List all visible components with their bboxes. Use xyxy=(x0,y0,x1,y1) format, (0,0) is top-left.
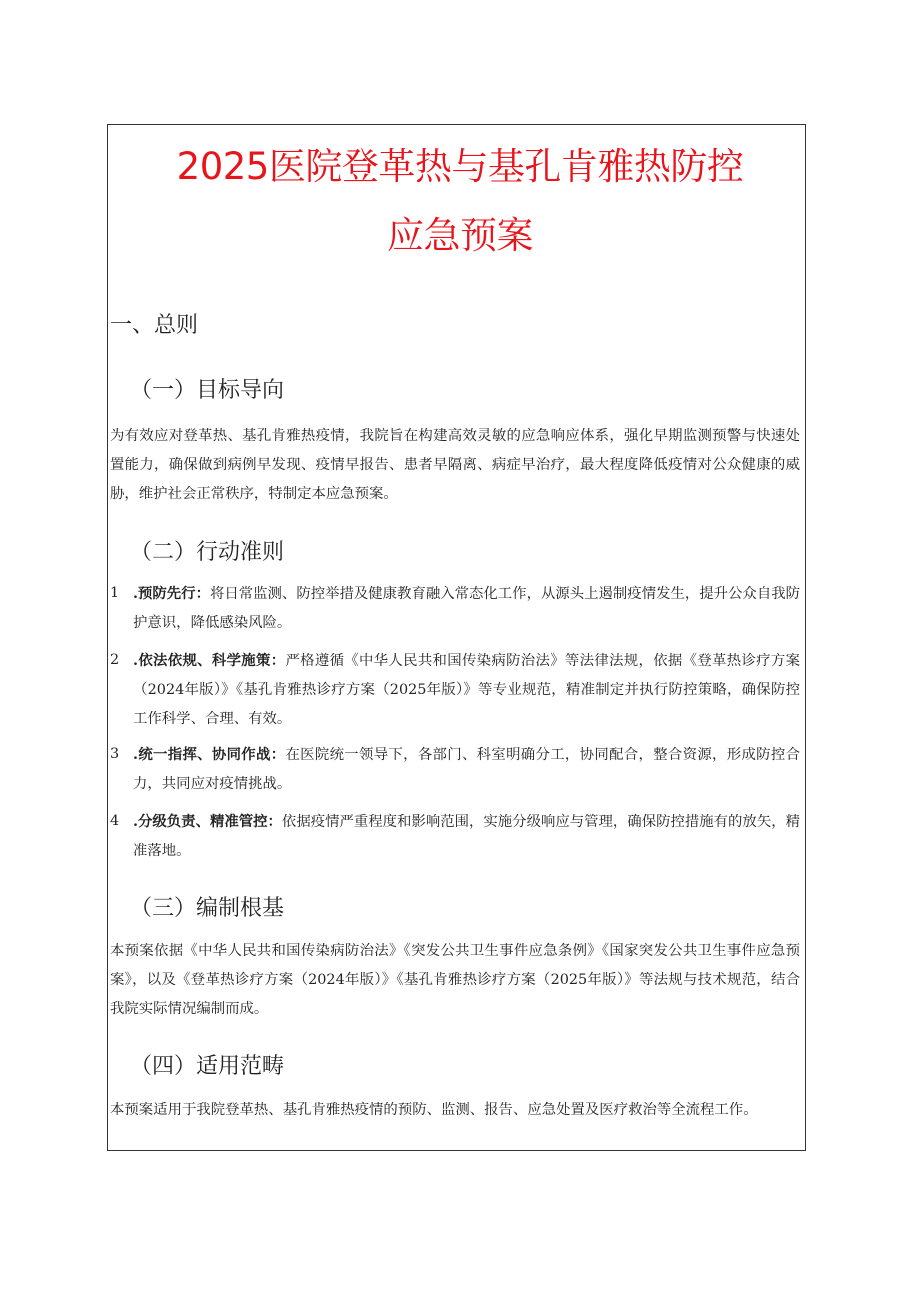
principle-item-text: 严格遵循《中华人民共和国传染病防治法》等法律法规，依据《登革热诊疗方案（2024年版）》《基孔肯雅热诊疗方案（2025年版）》等专业规范，精准制定并执行防控策略，确保防控工作科学、合理、有效。 xyxy=(133,653,800,727)
principle-item-title: .预防先行： xyxy=(133,585,210,602)
principle-item-3 xyxy=(110,740,800,799)
principle-item-title: .依法依规、科学施策： xyxy=(133,652,286,669)
scope-paragraph: 本预案适用于我院登革热、基孔肯雅热疫情的预防、监测、报告、应急处置及医疗救治等全流程工作。 xyxy=(110,1102,758,1118)
subsection-heading-principles: （二）行动准则 xyxy=(130,540,285,565)
basis-paragraph: 本预案依据《中华人民共和国传染病防治法》《突发公共卫生事件应急条例》《国家突发公共卫生事件应急预案》，以及《登革热诊疗方案（2024年版）》《基孔肯雅热诊疗方案（2025年版）》等法规与技术规范，结合我院实际情况编制而成。 xyxy=(110,943,800,1017)
goal-paragraph: 为有效应对登革热、基孔肯雅热疫情，我院旨在构建高效灵敏的应急响应体系，强化早期监测预警与快速处置能力，确保做到病例早发现、疫情早报告、患者早隔离、病症早治疗，最大程度降低疫情对公众健康的威胁，维护社会正常秩序，特制定本应急预案。 xyxy=(110,428,800,502)
principle-item-title: .统一指挥、协同作战： xyxy=(133,746,286,763)
principle-item-number: 3 xyxy=(110,746,120,762)
subsection-heading-scope: （四）适用范畴 xyxy=(130,1054,285,1079)
document-title-line2: 应急预案 xyxy=(387,214,533,257)
principle-item-2 xyxy=(110,646,800,734)
subsection-heading-goal: （一）目标导向 xyxy=(130,378,285,403)
principle-item-number: 2 xyxy=(110,652,120,668)
document-title-line1: 2025医院登革热与基孔肯雅热防控 xyxy=(176,145,744,188)
principle-item-text: 在医院统一领导下，各部门、科室明确分工，协同配合，整合资源，形成防控合力，共同应对疫情挑战。 xyxy=(133,747,800,792)
principle-item-title: .分级负责、精准管控： xyxy=(133,813,282,830)
principle-item-4 xyxy=(110,807,800,866)
principle-item-text: 将日常监测、防控举措及健康教育融入常态化工作，从源头上遏制疫情发生，提升公众自我防护意识，降低感染风险。 xyxy=(133,586,800,631)
principle-item-number: 1 xyxy=(110,585,120,601)
principle-item-number: 4 xyxy=(110,813,120,829)
section-heading-general: 一、总则 xyxy=(110,313,199,338)
principle-item-1 xyxy=(110,579,800,638)
principle-item-text: 依据疫情严重程度和影响范围，实施分级响应与管理，确保防控措施有的放矢，精准落地。 xyxy=(133,814,800,859)
subsection-heading-basis: （三）编制根基 xyxy=(130,896,285,921)
